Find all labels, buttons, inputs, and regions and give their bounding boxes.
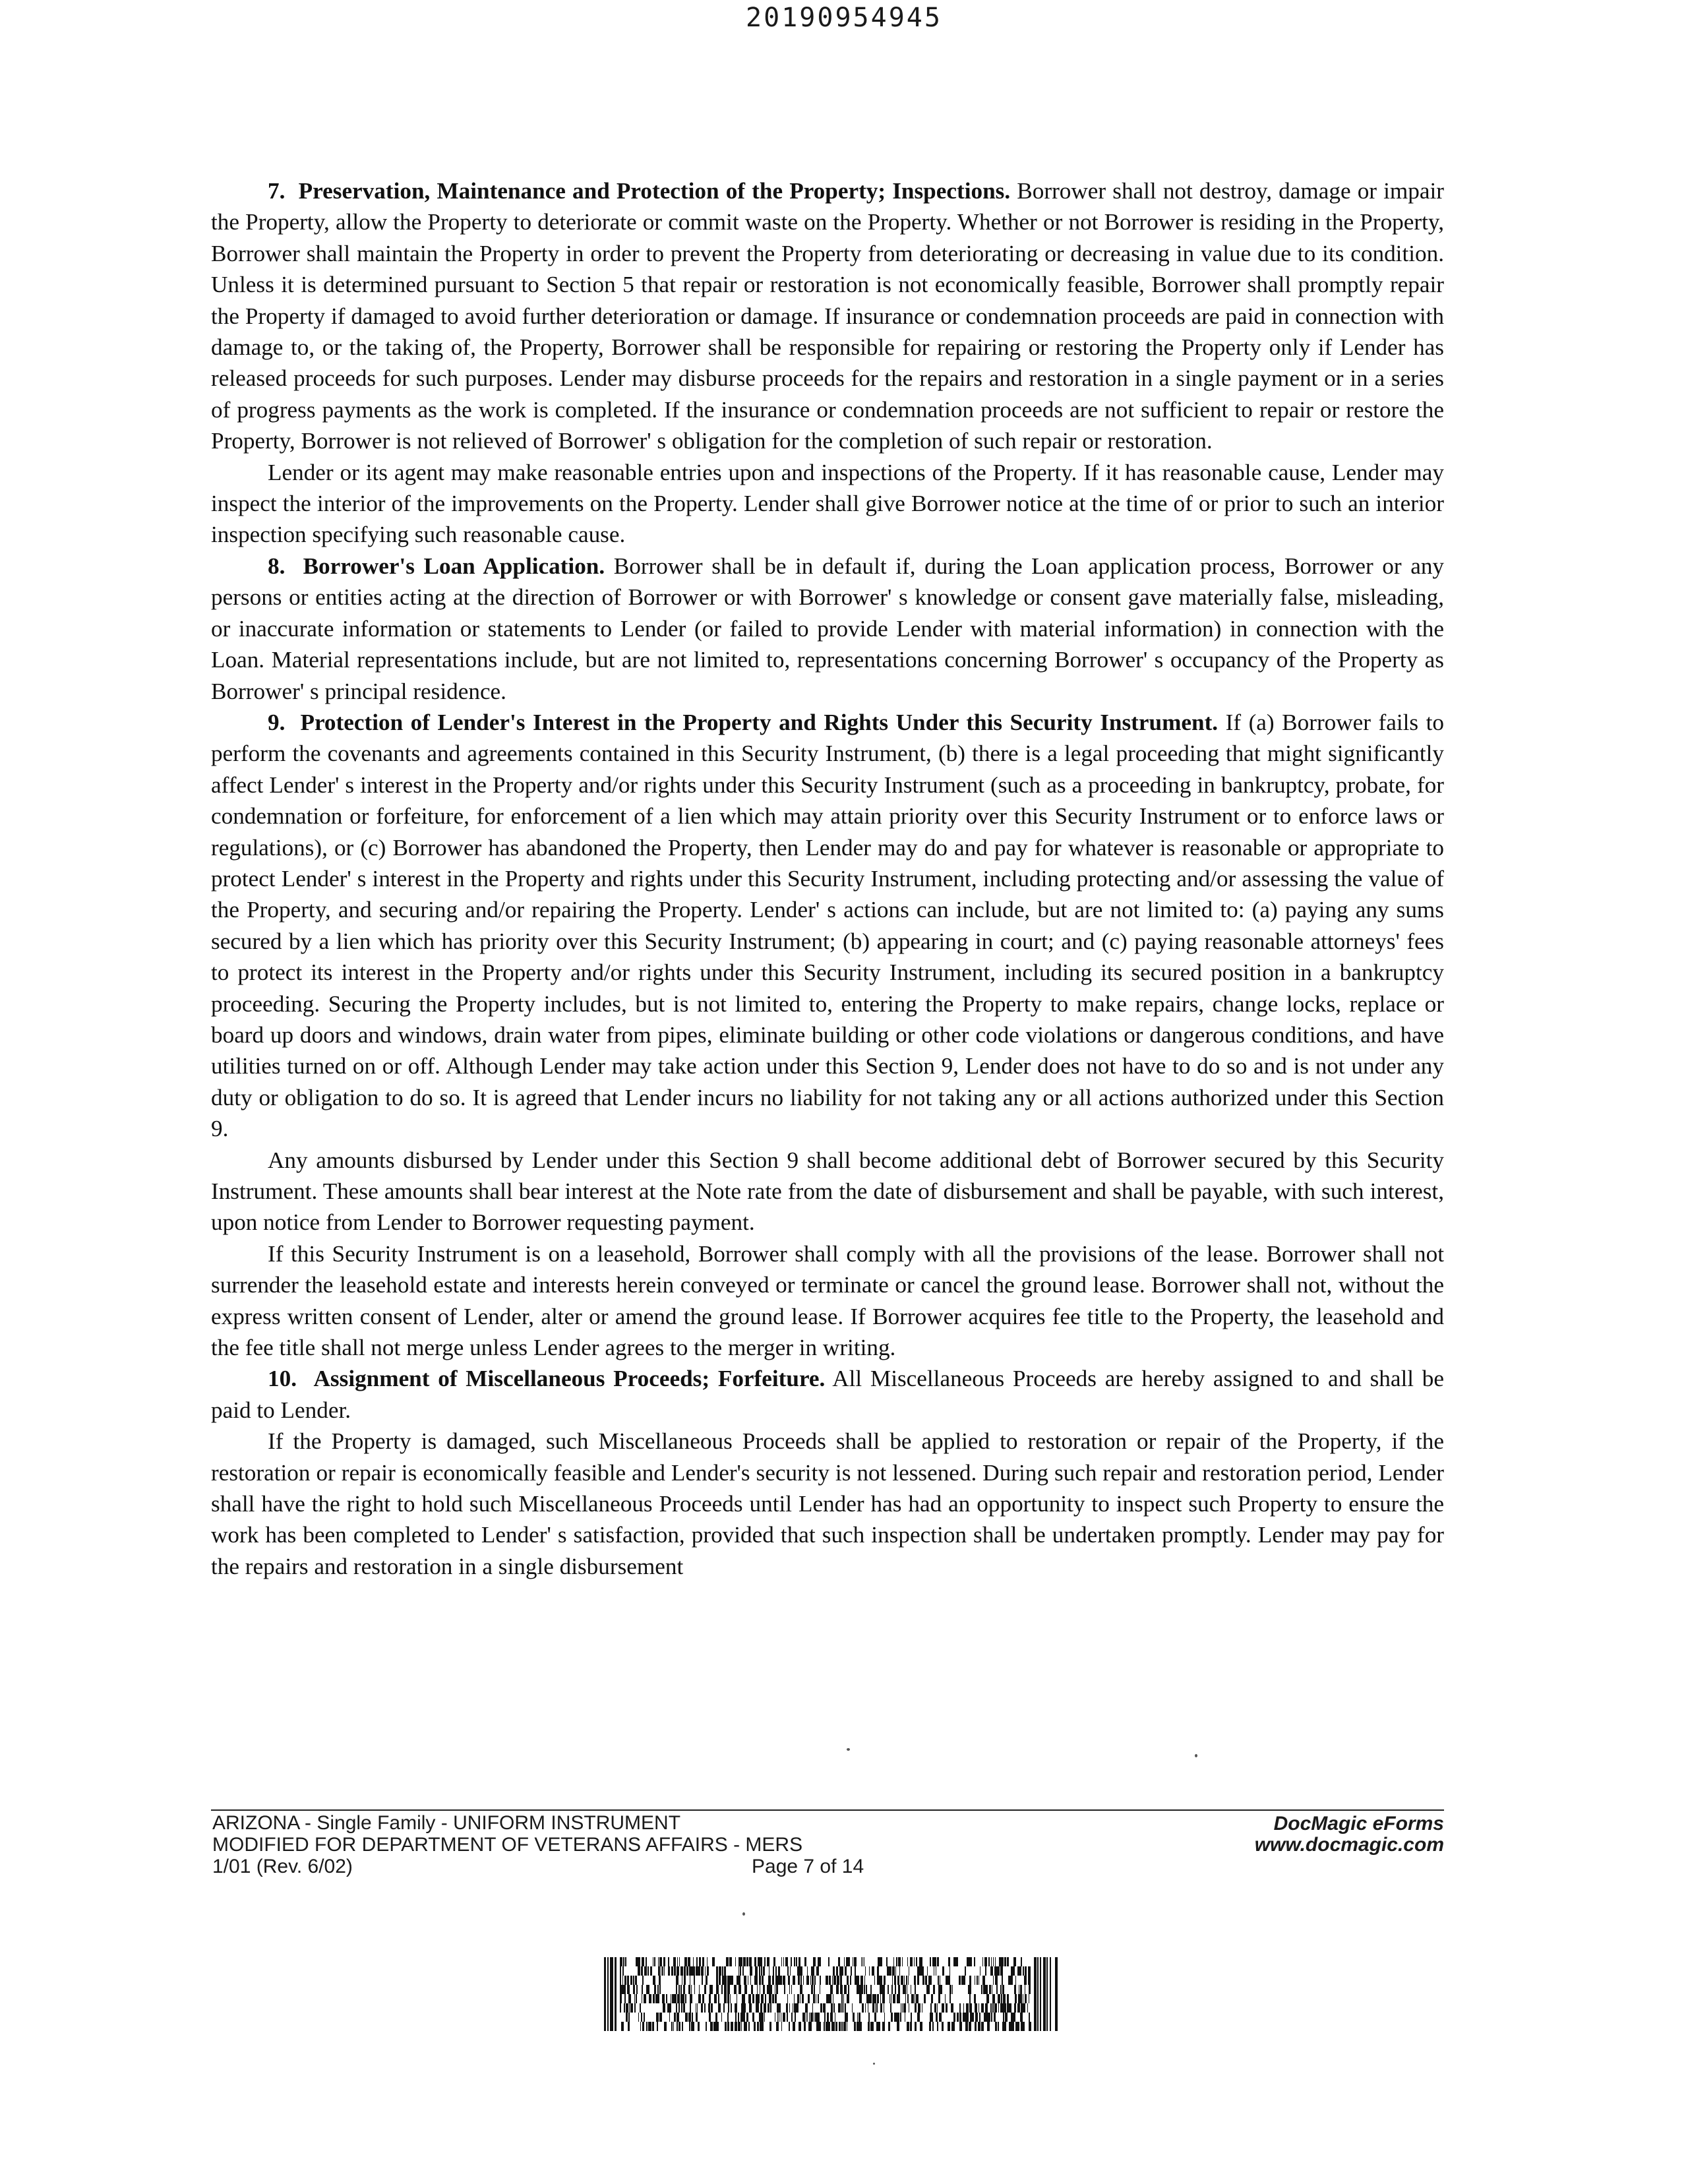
section-9-heading: Protection of Lender's Interest in the Property and Rights Under this Security Instrument.: [300, 709, 1219, 735]
section-10-paragraph-2: If the Property is damaged, such Miscellaneous Proceeds shall be applied to restoration or repair of the Property, if the restoration or repair is economically feasible and Lender's security is not lessened. During such repair and restoration period, Lender shall have the right to hold such Miscellaneous Proceeds until Lender has had an opportunity to inspect such Property to ensure the work has been completed to Lender' s satisfaction, provided that such inspection shall be undertaken promptly. Lender may pay for the repairs and restoration in a single disbursement: [211, 1428, 1444, 1579]
scan-speck: [873, 2063, 875, 2065]
footer-form-info: [212, 1812, 802, 1877]
section-10-text: All Miscellaneous Proceeds are hereby assigned to and shall be paid to Lender.: [211, 1366, 1445, 1423]
section-8-number: 8.: [268, 553, 286, 579]
footer-divider: [211, 1809, 1444, 1811]
section-10-heading: Assignment of Miscellaneous Proceeds; Forfeiture.: [313, 1366, 826, 1392]
section-9-paragraph-2: Any amounts disbursed by Lender under this Section 9 shall become additional debt of Borrower secured by this Security Instrument. These amounts shall bear interest at the Note rate from the date of disbursement and shall be payable, with such interest, upon notice from Lender to Borrower requesting payment.: [211, 1147, 1444, 1236]
barcode: [604, 1957, 1059, 2031]
footer-brand: [1255, 1813, 1444, 1856]
section-9-paragraph: [211, 707, 1444, 1145]
section-8-heading: Borrower's Loan Application.: [303, 553, 605, 579]
section-10-paragraph: [211, 1363, 1444, 1426]
section-9-text: If (a) Borrower fails to perform the covenants and agreements contained in this Security Instrument, (b) there is a legal proceeding that might significantly affect Lender' s interest in the Property and/or rights under this Security Instrument (such as a proceeding in bankruptcy, probate, for condemnation or forfeiture, for enforcement of a lien which may attain priority over this Security Instrument or to enforce laws or regulations), or (c) Borrower has abandoned the Property, then Lender may do and pay for whatever is reasonable or appropriate to protect Lender' s interest in the Property and rights under this Security Instrument, including protecting and/or assessing the value of the Property, and securing and/or repairing the Property. Lender' s actions can include, but are not limited to: (a) paying any sums secured by a lien which has priority over this Security Instrument; (b) appearing in court; and (c) paying reasonable attorneys' fees to protect its interest in the Property and/or rights under this Security Instrument, including its secured position in a bankruptcy proceeding. Securing the Property includes, but is not limited to, entering the Property to make repairs, change locks, replace or board up doors and windows, drain water from pipes, eliminate building or other code violations or dangerous conditions, and have utilities turned on or off. Although Lender may take action under this Section 9, Lender does not have to do so and is not under any duty or obligation to do so. It is agreed that Lender incurs no liability for not taking any or all actions authorized under this Section 9.: [211, 709, 1445, 1142]
section-9-paragraph-3: If this Security Instrument is on a leasehold, Borrower shall comply with all the provisions of the lease. Borrower shall not surrender the leasehold estate and interests herein conveyed or terminate or cancel the ground lease. Borrower shall not, without the express written consent of Lender, alter or amend the ground lease. If Borrower acquires fee title to the Property, the leasehold and the fee title shall not merge unless Lender agrees to the merger in writing.: [211, 1240, 1444, 1361]
document-body: [211, 175, 1444, 1582]
brand-url: www.docmagic.com: [1254, 1834, 1444, 1856]
section-7-heading: Preservation, Maintenance and Protection of the Property; Inspections.: [298, 178, 1011, 204]
section-7-number: 7.: [268, 178, 286, 204]
section-7-paragraph-2: Lender or its agent may make reasonable entries upon and inspections of the Property. If it has reasonable cause, Lender may inspect the interior of the improvements on the Property. Lender shall give Borrower notice at the time of or prior to such an interior inspection specifying such reasonable cause.: [211, 459, 1444, 548]
page-number: Page 7 of 14: [752, 1856, 864, 1877]
section-7-text: Borrower shall not destroy, damage or impair the Property, allow the Property to deteriorate or commit waste on the Property. Whether or not Borrower is residing in the Property, Borrower shall maintain the Property in order to prevent the Property from deteriorating or decreasing in value due to its condition. Unless it is determined pursuant to Section 5 that repair or restoration is not economically feasible, Borrower shall promptly repair the Property if damaged to avoid further deterioration or damage. If insurance or condemnation proceeds are paid in connection with damage to, or the taking of, the Property, Borrower shall be responsible for repairing or restoring the Property only if Lender has released proceeds for such purposes. Lender may disburse proceeds for the repairs and restoration in a single payment or in a series of progress payments as the work is completed. If the insurance or condemnation proceeds are not sufficient to repair or restore the Property, Borrower is not relieved of Borrower' s obligation for the completion of such repair or restoration.: [211, 178, 1444, 454]
scan-speck: [742, 1912, 745, 1916]
footer-line-2: MODIFIED FOR DEPARTMENT OF VETERANS AFFAIRS - MERS: [212, 1834, 803, 1856]
section-7-paragraph: [211, 175, 1444, 457]
footer-line-1: ARIZONA - Single Family - UNIFORM INSTRUMENT: [212, 1812, 681, 1834]
document-number: 20190954945: [746, 3, 942, 33]
brand-name: DocMagic eForms: [1273, 1813, 1444, 1835]
scan-speck: [1195, 1754, 1197, 1757]
section-10-number: 10.: [268, 1366, 297, 1392]
section-8-paragraph: [211, 551, 1444, 707]
footer-line-3: 1/01 (Rev. 6/02): [212, 1856, 353, 1877]
section-8-text: Borrower shall be in default if, during the Loan application process, Borrower or any persons or entities acting at the direction of Borrower or with Borrower' s knowledge or consent gave materially false, misleading, or inaccurate information or statements to Lender (or failed to provide Lender with material information) in connection with the Loan. Material representations include, but are not limited to, representations concerning Borrower' s occupancy of the Property as Borrower' s principal residence.: [211, 553, 1445, 704]
scan-speck: [847, 1748, 850, 1751]
section-9-number: 9.: [268, 709, 286, 735]
